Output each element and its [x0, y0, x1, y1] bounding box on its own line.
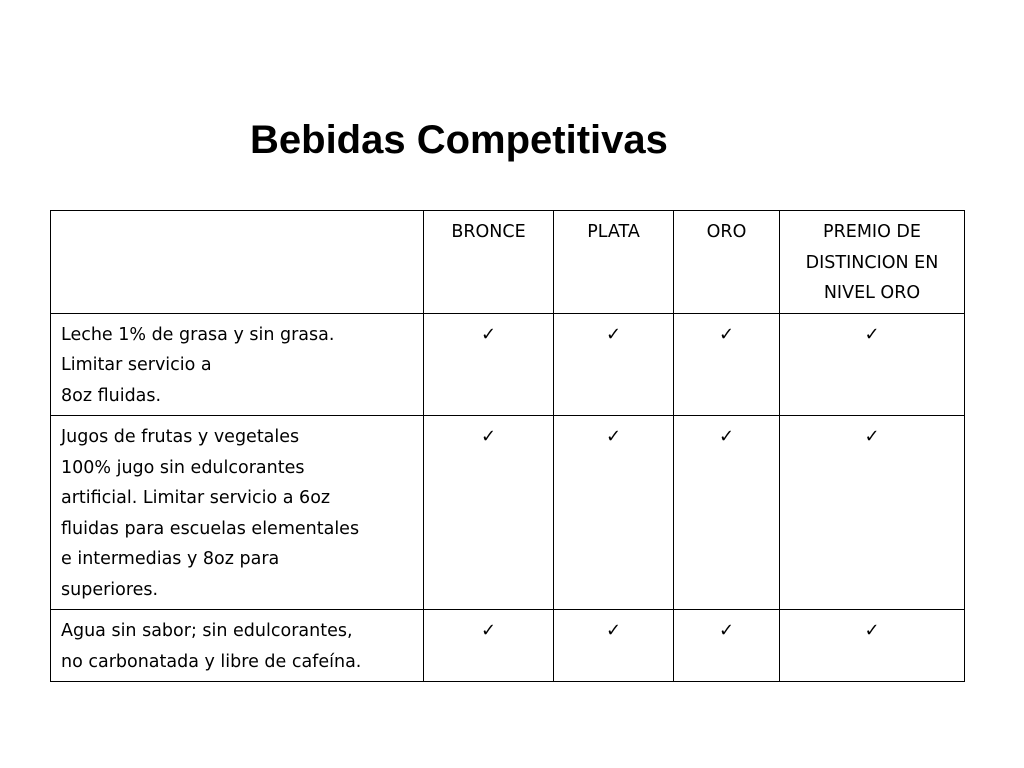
header-empty-cell: [51, 211, 424, 314]
checkmark-icon: ✓: [780, 313, 965, 416]
checkmark-icon: ✓: [424, 416, 554, 610]
checkmark-icon: ✓: [674, 416, 780, 610]
checkmark-icon: ✓: [674, 313, 780, 416]
checkmark-icon: ✓: [780, 416, 965, 610]
table-row: [51, 416, 965, 610]
header-oro: ORO: [674, 211, 780, 314]
table-row: [51, 313, 965, 416]
checkmark-icon: ✓: [424, 610, 554, 682]
standards-table: [50, 210, 965, 682]
checkmark-icon: ✓: [554, 610, 674, 682]
header-plata: PLATA: [554, 211, 674, 314]
checkmark-icon: ✓: [780, 610, 965, 682]
row-label-jugos: Jugos de frutas y vegetales 100% jugo sin edulcorantes artificial. Limitar servicio a 6oz fluidas para escuelas elementales e intermedias y 8oz para superiores.: [51, 416, 424, 610]
header-premio-distincion: PREMIO DE DISTINCION EN NIVEL ORO: [780, 211, 965, 314]
checkmark-icon: ✓: [674, 610, 780, 682]
row-label-leche: Leche 1% de grasa y sin grasa. Limitar servicio a 8oz fluidas.: [51, 313, 424, 416]
checkmark-icon: ✓: [554, 313, 674, 416]
checkmark-icon: ✓: [554, 416, 674, 610]
table-row: [51, 610, 965, 682]
slide-title: Bebidas Competitivas: [250, 118, 668, 162]
checkmark-icon: ✓: [424, 313, 554, 416]
table-header-row: [51, 211, 965, 314]
row-label-agua: Agua sin sabor; sin edulcorantes, no carbonatada y libre de cafeína.: [51, 610, 424, 682]
header-bronce: BRONCE: [424, 211, 554, 314]
